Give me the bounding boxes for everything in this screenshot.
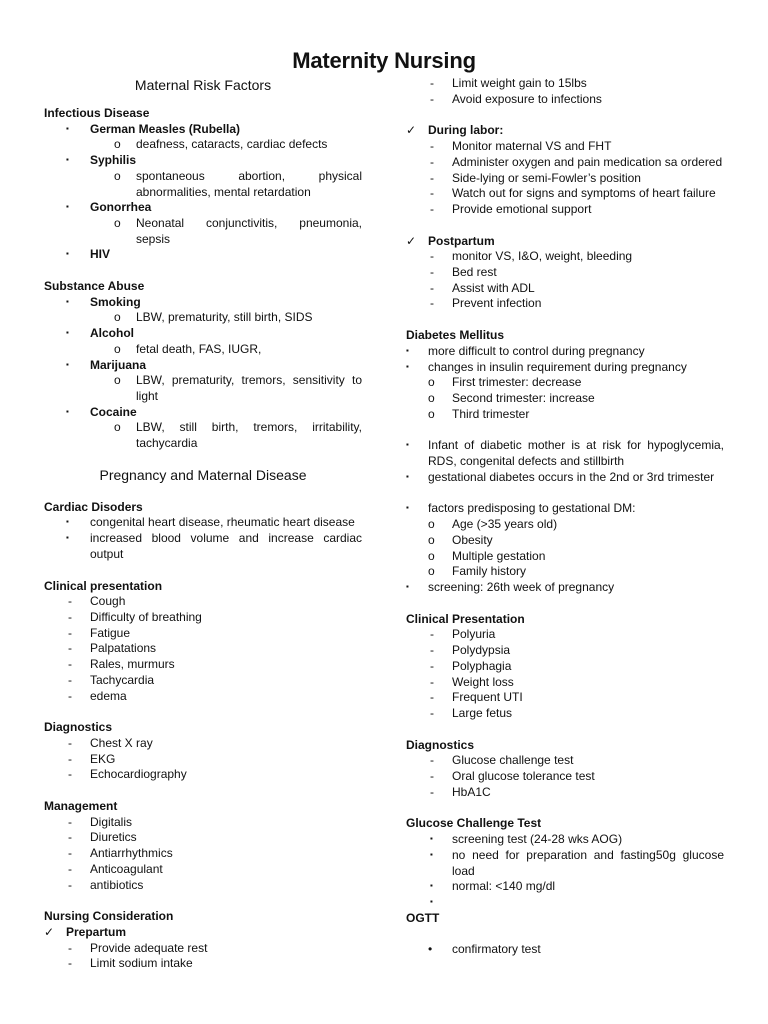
list-item bbox=[406, 391, 724, 407]
list-item bbox=[406, 296, 724, 312]
list-item-text: Chest X ray bbox=[90, 735, 153, 750]
list-item bbox=[406, 659, 724, 675]
list-item-text: LBW, prematurity, tremors, sensitivity to light bbox=[136, 373, 362, 403]
list-item-text: changes in insulin requirement during pregnancy bbox=[428, 359, 687, 374]
list-item-text: deafness, cataracts, cardiac defects bbox=[136, 137, 328, 152]
dash-marker: - bbox=[430, 186, 434, 201]
list-item-text: Monitor maternal VS and FHT bbox=[452, 139, 612, 154]
square-bullet-marker: ▪ bbox=[66, 202, 69, 212]
list-item-text: Third trimester bbox=[452, 406, 530, 421]
list-item bbox=[406, 895, 724, 911]
list-item-text: Anticoagulant bbox=[90, 861, 163, 876]
dash-marker: - bbox=[430, 265, 434, 280]
list-item bbox=[406, 675, 724, 691]
list-item bbox=[44, 846, 362, 862]
list-item-text: Fatigue bbox=[90, 625, 131, 640]
list-item-text: Second trimester: increase bbox=[452, 390, 595, 405]
square-bullet-marker: ▪ bbox=[406, 471, 409, 481]
list-item-text: Tachycardia bbox=[90, 672, 155, 687]
clinical-presentation-heading: Clinical presentation bbox=[44, 578, 163, 593]
ogtt-heading: OGTT bbox=[406, 910, 440, 925]
list-item bbox=[406, 470, 724, 486]
list-item-text: Obesity bbox=[452, 532, 493, 547]
dash-marker: - bbox=[430, 139, 434, 154]
list-item-text: Polyuria bbox=[452, 627, 496, 642]
list-item-text: screening: 26th week of pregnancy bbox=[428, 579, 615, 594]
circle-bullet-marker: o bbox=[428, 564, 435, 579]
square-bullet-marker: ▪ bbox=[66, 249, 69, 259]
diagnostics-heading: Diagnostics bbox=[44, 720, 113, 735]
list-item bbox=[44, 956, 362, 972]
risk-item bbox=[44, 326, 362, 342]
page-title: Maternity Nursing bbox=[292, 48, 476, 73]
risk-detail bbox=[44, 137, 362, 153]
risk-detail bbox=[44, 216, 362, 247]
list-item bbox=[406, 407, 724, 423]
list-item bbox=[406, 879, 724, 895]
list-item bbox=[44, 626, 362, 642]
list-item bbox=[406, 848, 724, 879]
list-item-text: edema bbox=[90, 688, 127, 703]
circle-bullet-marker: o bbox=[428, 548, 435, 563]
dash-marker: - bbox=[68, 657, 72, 672]
dash-marker: - bbox=[430, 154, 434, 169]
list-item bbox=[44, 752, 362, 768]
section-heading: Pregnancy and Maternal Disease bbox=[99, 466, 307, 483]
list-item-text: Alcohol bbox=[90, 326, 134, 341]
diagnostics-heading: Diagnostics bbox=[406, 737, 475, 752]
list-item bbox=[406, 564, 724, 580]
list-item-text: Syphilis bbox=[90, 153, 137, 168]
circle-bullet-marker: o bbox=[114, 420, 121, 435]
list-item-text: Postpartum bbox=[428, 233, 495, 248]
list-item-text: Difficulty of breathing bbox=[90, 609, 202, 624]
list-item-text: Family history bbox=[452, 564, 527, 579]
dot-bullet-marker: • bbox=[428, 942, 433, 957]
list-item-text: Neonatal conjunctivitis, pneumonia, sepsis bbox=[136, 215, 362, 246]
square-bullet-marker: ▪ bbox=[66, 359, 69, 369]
square-bullet-marker: ▪ bbox=[66, 406, 69, 416]
list-item-text: HbA1C bbox=[452, 784, 491, 799]
list-item-text: German Measles (Rubella) bbox=[90, 121, 241, 136]
dash-marker: - bbox=[430, 201, 434, 216]
list-item bbox=[44, 610, 362, 626]
list-item-text: monitor VS, I&O, weight, bleeding bbox=[452, 249, 633, 264]
list-item bbox=[44, 641, 362, 657]
list-item bbox=[44, 767, 362, 783]
infectious-disease-heading: Infectious Disease bbox=[44, 106, 150, 120]
list-item-text: Prevent infection bbox=[452, 296, 542, 311]
nursing-consideration-heading: Nursing Consideration bbox=[44, 909, 174, 924]
list-item bbox=[406, 155, 724, 171]
list-item bbox=[406, 186, 724, 202]
phase-label bbox=[406, 123, 724, 139]
risk-item bbox=[44, 122, 362, 138]
list-item bbox=[44, 815, 362, 831]
list-item bbox=[44, 830, 362, 846]
dash-marker: - bbox=[68, 814, 72, 829]
list-item-text: Glucose challenge test bbox=[452, 753, 574, 768]
dash-marker: - bbox=[68, 940, 72, 955]
risk-item bbox=[44, 153, 362, 169]
management-heading: Management bbox=[44, 799, 118, 814]
cardiac-disorders-heading: Cardiac Disoders bbox=[44, 499, 143, 514]
dash-marker: - bbox=[430, 76, 434, 90]
dash-marker: - bbox=[430, 170, 434, 185]
dash-marker: - bbox=[430, 91, 434, 106]
square-bullet-marker: ▪ bbox=[406, 440, 409, 450]
dash-marker: - bbox=[430, 753, 434, 768]
list-item bbox=[406, 438, 724, 469]
list-item-text: Limit weight gain to 15lbs bbox=[452, 76, 587, 90]
list-item-text: screening test (24-28 wks AOG) bbox=[452, 832, 623, 847]
list-item bbox=[406, 690, 724, 706]
dash-marker: - bbox=[68, 641, 72, 656]
list-item bbox=[406, 706, 724, 722]
square-bullet-marker: ▪ bbox=[430, 896, 433, 906]
circle-bullet-marker: o bbox=[428, 532, 435, 547]
phase-label bbox=[44, 925, 362, 941]
list-item-text: Oral glucose tolerance test bbox=[452, 769, 595, 784]
dash-marker: - bbox=[430, 643, 434, 658]
square-bullet-marker: ▪ bbox=[406, 361, 409, 371]
list-item bbox=[406, 171, 724, 187]
list-item bbox=[406, 360, 724, 376]
list-item-text: Bed rest bbox=[452, 265, 497, 280]
dash-marker: - bbox=[430, 296, 434, 311]
dash-marker: - bbox=[68, 625, 72, 640]
list-item-text: Frequent UTI bbox=[452, 690, 523, 705]
list-item bbox=[406, 202, 724, 218]
dash-marker: - bbox=[68, 830, 72, 845]
list-item-text: Prepartum bbox=[66, 924, 127, 939]
dash-marker: - bbox=[430, 705, 434, 720]
dash-marker: - bbox=[430, 627, 434, 642]
risk-detail bbox=[44, 310, 362, 326]
list-item-text: Smoking bbox=[90, 294, 141, 309]
list-item-text: Side-lying or semi-Fowler’s position bbox=[452, 170, 641, 185]
list-item bbox=[44, 594, 362, 610]
dash-marker: - bbox=[68, 609, 72, 624]
list-item-text: Polydypsia bbox=[452, 643, 511, 658]
list-item bbox=[406, 517, 724, 533]
list-item-text: antibiotics bbox=[90, 877, 144, 892]
list-item bbox=[406, 344, 724, 360]
dash-marker: - bbox=[68, 846, 72, 861]
list-item bbox=[406, 549, 724, 565]
list-item-text: Age (>35 years old) bbox=[452, 517, 558, 532]
list-item-text: Weight loss bbox=[452, 674, 514, 689]
list-item-text: Cocaine bbox=[90, 404, 137, 419]
dash-marker: - bbox=[430, 674, 434, 689]
dash-marker: - bbox=[430, 784, 434, 799]
list-item bbox=[406, 139, 724, 155]
dash-marker: - bbox=[430, 690, 434, 705]
list-item-text: LBW, prematurity, still birth, SIDS bbox=[136, 310, 313, 325]
list-item-text: no need for preparation and fasting50g glucose load bbox=[452, 847, 724, 878]
diabetes-mellitus-heading: Diabetes Mellitus bbox=[406, 328, 505, 343]
list-item-text: Infant of diabetic mother is at risk for hypoglycemia, RDS, congenital defects and stillbirth bbox=[428, 438, 724, 469]
list-item-text: Marijuana bbox=[90, 357, 147, 372]
list-item bbox=[406, 627, 724, 643]
list-item-text: During labor: bbox=[428, 123, 504, 138]
list-item-text: First trimester: decrease bbox=[452, 375, 582, 390]
square-bullet-marker: ▪ bbox=[430, 849, 433, 859]
square-bullet-marker: ▪ bbox=[66, 296, 69, 306]
dash-marker: - bbox=[68, 751, 72, 766]
dash-marker: - bbox=[68, 877, 72, 892]
square-bullet-marker: ▪ bbox=[406, 581, 409, 591]
dash-marker: - bbox=[68, 688, 72, 703]
circle-bullet-marker: o bbox=[114, 137, 121, 152]
phase-label bbox=[406, 234, 724, 250]
dash-marker: - bbox=[68, 861, 72, 876]
checkmark-icon: ✓ bbox=[44, 924, 55, 939]
list-item bbox=[44, 657, 362, 673]
list-item-text: Administer oxygen and pain medication sa ordered bbox=[452, 154, 723, 169]
dash-marker: - bbox=[430, 249, 434, 264]
square-bullet-marker: ▪ bbox=[66, 517, 69, 527]
risk-detail bbox=[44, 169, 362, 200]
list-item-text: Provide adequate rest bbox=[90, 940, 208, 955]
list-item-text: Echocardiography bbox=[90, 767, 187, 782]
list-item bbox=[406, 375, 724, 391]
list-item-text: Antiarrhythmics bbox=[90, 846, 173, 861]
list-item bbox=[44, 862, 362, 878]
square-bullet-marker: ▪ bbox=[66, 155, 69, 165]
risk-item bbox=[44, 247, 362, 263]
list-item-text: Multiple gestation bbox=[452, 548, 546, 563]
clinical-presentation-heading: Clinical Presentation bbox=[406, 611, 525, 626]
list-item-text: Large fetus bbox=[452, 705, 513, 720]
list-item-text: Watch out for signs and symptoms of heart failure bbox=[452, 186, 716, 201]
risk-detail bbox=[44, 420, 362, 451]
list-item bbox=[406, 942, 724, 958]
list-item-text: fetal death, FAS, IUGR, bbox=[136, 341, 262, 356]
list-item bbox=[406, 249, 724, 265]
dash-marker: - bbox=[68, 735, 72, 750]
list-item bbox=[406, 580, 724, 596]
circle-bullet-marker: o bbox=[428, 406, 435, 421]
circle-bullet-marker: o bbox=[428, 390, 435, 405]
list-item-text: Palpatations bbox=[90, 641, 157, 656]
dash-marker: - bbox=[430, 658, 434, 673]
list-item-text: Polyphagia bbox=[452, 658, 512, 673]
list-item-text: LBW, still birth, tremors, irritability, tachycardia bbox=[136, 420, 362, 451]
list-item-text: Gonorrhea bbox=[90, 200, 152, 215]
list-item bbox=[44, 689, 362, 705]
square-bullet-marker: ▪ bbox=[430, 881, 433, 891]
list-item bbox=[406, 832, 724, 848]
checkmark-icon: ✓ bbox=[406, 123, 417, 138]
circle-bullet-marker: o bbox=[114, 373, 121, 388]
list-item bbox=[406, 785, 724, 801]
glucose-challenge-test-heading: Glucose Challenge Test bbox=[406, 816, 542, 831]
square-bullet-marker: ▪ bbox=[406, 503, 409, 513]
list-item bbox=[44, 941, 362, 957]
risk-item bbox=[44, 358, 362, 374]
list-item-text: spontaneous abortion, physical abnormalities, mental retardation bbox=[136, 168, 362, 199]
list-item-text: Diuretics bbox=[90, 830, 137, 845]
dash-marker: - bbox=[68, 594, 72, 609]
checkmark-icon: ✓ bbox=[406, 233, 417, 248]
list-item bbox=[406, 281, 724, 297]
dash-marker: - bbox=[68, 767, 72, 782]
list-item-text: increased blood volume and increase cardiac output bbox=[90, 531, 362, 561]
right-column bbox=[406, 76, 724, 958]
list-item bbox=[44, 878, 362, 894]
list-item bbox=[406, 265, 724, 281]
dash-marker: - bbox=[68, 956, 72, 971]
list-item bbox=[406, 533, 724, 549]
list-item bbox=[44, 531, 362, 562]
risk-detail bbox=[44, 342, 362, 358]
list-item-text: congenital heart disease, rheumatic heart disease bbox=[90, 515, 355, 530]
risk-item bbox=[44, 200, 362, 216]
list-item bbox=[44, 736, 362, 752]
dash-marker: - bbox=[68, 672, 72, 687]
left-column bbox=[44, 76, 362, 972]
list-item-text: normal: <140 mg/dl bbox=[452, 879, 556, 894]
circle-bullet-marker: o bbox=[428, 375, 435, 390]
list-item-text: confirmatory test bbox=[452, 942, 541, 957]
risk-detail bbox=[44, 373, 362, 404]
circle-bullet-marker: o bbox=[114, 341, 121, 356]
list-item-text: HIV bbox=[90, 247, 111, 262]
circle-bullet-marker: o bbox=[114, 310, 121, 325]
list-item bbox=[44, 515, 362, 531]
list-item-text: Assist with ADL bbox=[452, 280, 535, 295]
list-item-text: Avoid exposure to infections bbox=[452, 91, 602, 106]
circle-bullet-marker: o bbox=[114, 168, 121, 183]
list-item-text: Cough bbox=[90, 594, 126, 609]
list-item-text: more difficult to control during pregnancy bbox=[428, 343, 645, 358]
list-item bbox=[406, 769, 724, 785]
list-item bbox=[406, 501, 724, 517]
risk-item bbox=[44, 405, 362, 421]
list-item bbox=[406, 753, 724, 769]
list-item-text: EKG bbox=[90, 751, 116, 766]
risk-item bbox=[44, 295, 362, 311]
list-item-text: Digitalis bbox=[90, 814, 133, 829]
circle-bullet-marker: o bbox=[114, 215, 121, 230]
list-item-text: factors predisposing to gestational DM: bbox=[428, 501, 636, 516]
list-item-text: Limit sodium intake bbox=[90, 956, 193, 971]
square-bullet-marker: ▪ bbox=[66, 123, 69, 133]
square-bullet-marker: ▪ bbox=[66, 533, 69, 543]
dash-marker: - bbox=[430, 769, 434, 784]
list-item-text: gestational diabetes occurs in the 2nd or 3rd trimester bbox=[428, 469, 715, 484]
square-bullet-marker: ▪ bbox=[406, 345, 409, 355]
list-item-text: Rales, murmurs bbox=[90, 657, 175, 672]
list-item bbox=[406, 92, 724, 108]
list-item bbox=[406, 76, 724, 92]
list-item-text: Provide emotional support bbox=[452, 201, 592, 216]
section-heading: Maternal Risk Factors bbox=[134, 77, 272, 93]
substance-abuse-heading: Substance Abuse bbox=[44, 279, 145, 294]
list-item bbox=[44, 673, 362, 689]
square-bullet-marker: ▪ bbox=[66, 328, 69, 338]
dash-marker: - bbox=[430, 280, 434, 295]
list-item bbox=[406, 643, 724, 659]
circle-bullet-marker: o bbox=[428, 517, 435, 532]
square-bullet-marker: ▪ bbox=[430, 834, 433, 844]
